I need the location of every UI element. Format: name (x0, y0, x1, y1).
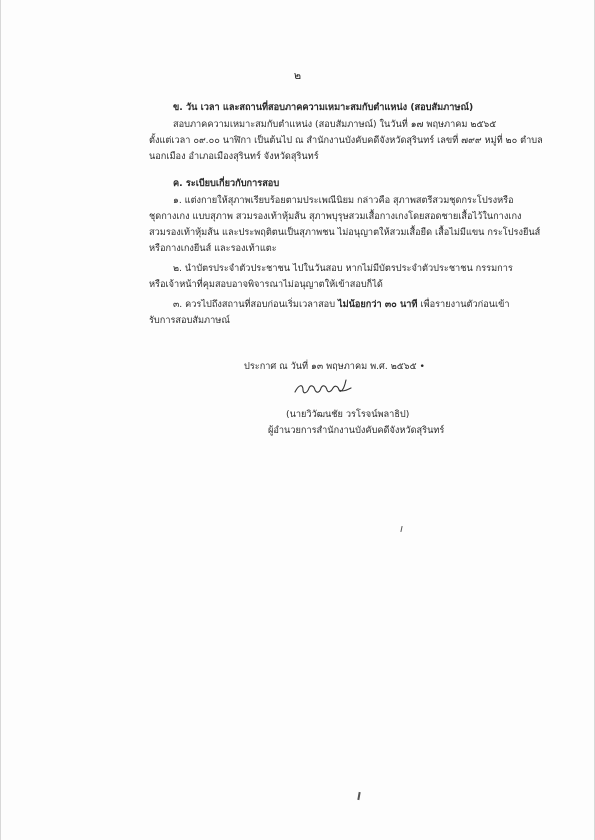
rule-3-line-1 (173, 298, 510, 311)
rule-1-line-4: หรือกางเกงยีนส์ และรองเท้าแตะ (149, 243, 277, 254)
page-number: ๒ (293, 69, 302, 82)
signature-image (293, 378, 353, 400)
section-b-line-2: ตั้งแต่เวลา ๐๙.๐๐ นาฬิกา เป็นต้นไป ณ สำนักงานบังคับคดีจังหวัดสุรินทร์ เลขที่ ๗๙๙ หมู่ที่ ๒๐ ตำบล (149, 135, 543, 146)
signatory-name: (นายวิวัฒนชัย วรโรจน์พลาธิป) (286, 409, 410, 420)
rule-3-line-2: รับการสอบสัมภาษณ์ (149, 315, 230, 326)
section-b-line-1: สอบภาคความเหมาะสมกับตำแหน่ง (สอบสัมภาษณ์) ในวันที่ ๑๗ พฤษภาคม ๒๕๖๕ (173, 119, 497, 130)
section-b-heading: ข. วัน เวลา และสถานที่สอบภาคความเหมาะสมกับตำแหน่ง (สอบสัมภาษณ์) (173, 102, 474, 113)
scan-mark (357, 792, 360, 800)
rule-2-line-2: หรือเจ้าหน้าที่คุมสอบอาจพิจารณาไม่อนุญาตให้เข้าสอบก็ได้ (149, 279, 383, 290)
announcement-date: ประกาศ ณ วันที่ ๑๓ พฤษภาคม พ.ศ. ๒๕๖๕ • (244, 361, 425, 372)
scan-mark (400, 526, 402, 532)
rule-1-line-3: สวมรองเท้าหุ้มส้น และประพฤติตนเป็นสุภาพชน ไม่อนุญาตให้สวมเสื้อยืด เสื้อไม่มีแขน กระโปรงยีนส์ (149, 227, 541, 238)
signatory-position: ผู้อำนวยการสำนักงานบังคับคดีจังหวัดสุรินทร์ (268, 425, 445, 436)
section-b-line-3: นอกเมือง อำเภอเมืองสุรินทร์ จังหวัดสุรินทร์ (149, 151, 319, 162)
rule-2-line-1: ๒. นำบัตรประจำตัวประชาชน ไปในวันสอบ หากไม่มีบัตรประจำตัวประชาชน กรรมการ (173, 263, 513, 274)
rule-1-line-1: ๑. แต่งกายให้สุภาพเรียบร้อยตามประเพณีนิยม กล่าวคือ สุภาพสตรีสวมชุดกระโปรงหรือ (173, 195, 514, 206)
rule-1-line-2: ชุดกางเกง แบบสุภาพ สวมรองเท้าหุ้มส้น สุภาพบุรุษสวมเสื้อกางเกงโดยสอดชายเสื้อไว้ในกางเกง (149, 211, 522, 222)
rule-3-text-bold: ไม่น้อยกว่า ๓๐ นาที (337, 299, 418, 310)
rule-3-text-pre: ๓. ควรไปถึงสถานที่สอบก่อนเริ่มเวลาสอบ (173, 299, 338, 310)
rule-3-text-post: เพื่อรายงานตัวก่อนเข้า (417, 299, 510, 310)
section-c-heading: ค. ระเบียบเกี่ยวกับการสอบ (173, 178, 280, 189)
